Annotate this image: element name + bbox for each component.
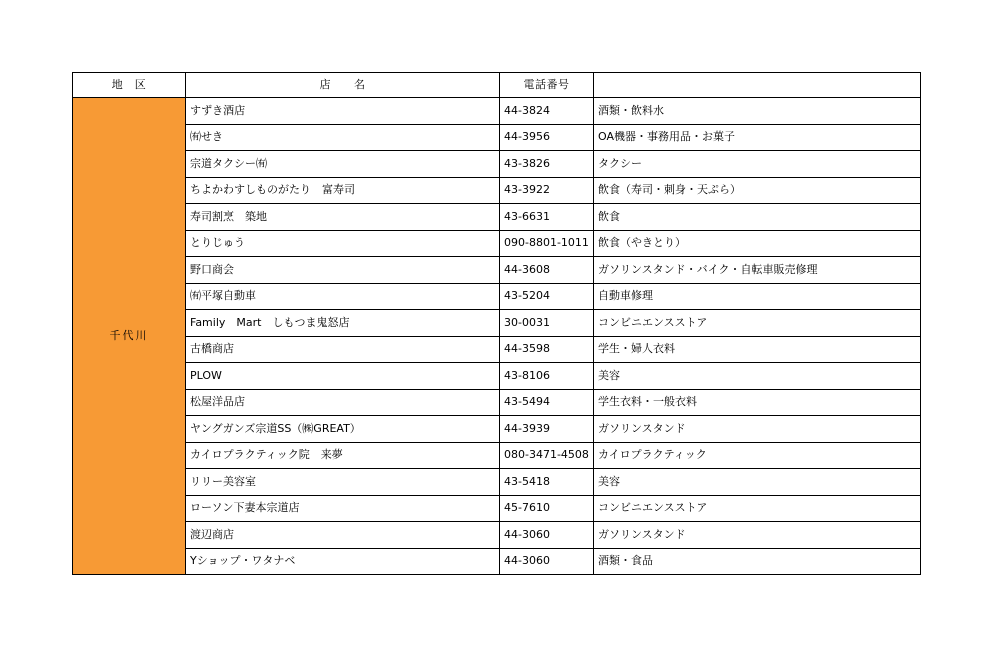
- phone-cell: 44-3956: [500, 124, 594, 151]
- category-cell: ガソリンスタンド: [594, 416, 921, 443]
- category-cell: 美容: [594, 469, 921, 496]
- table-row: [73, 416, 921, 443]
- shop-name-cell: ちよかわすしものがたり 富寿司: [186, 177, 500, 204]
- category-cell: ガソリンスタンド: [594, 522, 921, 549]
- shop-name-cell: 寿司割烹 築地: [186, 204, 500, 231]
- header-category: [594, 73, 921, 98]
- phone-cell: 43-5418: [500, 469, 594, 496]
- table-row: [73, 98, 921, 125]
- phone-cell: 44-3824: [500, 98, 594, 125]
- category-cell: コンビニエンスストア: [594, 310, 921, 337]
- table-row: [73, 548, 921, 575]
- table-row: [73, 442, 921, 469]
- shop-name-cell: 古橋商店: [186, 336, 500, 363]
- category-cell: コンビニエンスストア: [594, 495, 921, 522]
- category-cell: 酒類・食品: [594, 548, 921, 575]
- phone-cell: 43-5494: [500, 389, 594, 416]
- shop-name-cell: ㈲平塚自動車: [186, 283, 500, 310]
- phone-cell: 43-5204: [500, 283, 594, 310]
- table-row: [73, 469, 921, 496]
- district-cell: 千代川: [73, 98, 186, 575]
- table-row: [73, 495, 921, 522]
- category-cell: ガソリンスタンド・バイク・自転車販売修理: [594, 257, 921, 284]
- phone-cell: 45-7610: [500, 495, 594, 522]
- phone-cell: 43-3826: [500, 151, 594, 178]
- table-row: [73, 204, 921, 231]
- table-row: [73, 124, 921, 151]
- table-row: [73, 310, 921, 337]
- table-row: [73, 283, 921, 310]
- category-cell: 学生衣料・一般衣料: [594, 389, 921, 416]
- shop-name-cell: Yショップ・ワタナベ: [186, 548, 500, 575]
- table-row: [73, 177, 921, 204]
- category-cell: タクシー: [594, 151, 921, 178]
- phone-cell: 44-3060: [500, 522, 594, 549]
- category-cell: 美容: [594, 363, 921, 390]
- table-header: [73, 73, 921, 98]
- table-row: [73, 151, 921, 178]
- phone-cell: 080-3471-4508: [500, 442, 594, 469]
- header-district: 地 区: [73, 73, 186, 98]
- category-cell: 酒類・飲料水: [594, 98, 921, 125]
- phone-cell: 30-0031: [500, 310, 594, 337]
- shop-name-cell: ㈲せき: [186, 124, 500, 151]
- phone-cell: 44-3598: [500, 336, 594, 363]
- category-cell: 飲食（寿司・刺身・天ぷら）: [594, 177, 921, 204]
- shop-name-cell: PLOW: [186, 363, 500, 390]
- phone-cell: 43-3922: [500, 177, 594, 204]
- shop-name-cell: ローソン下妻本宗道店: [186, 495, 500, 522]
- shop-name-cell: カイロプラクティック院 来夢: [186, 442, 500, 469]
- phone-cell: 090-8801-1011: [500, 230, 594, 257]
- shop-name-cell: リリー美容室: [186, 469, 500, 496]
- shop-name-cell: すずき酒店: [186, 98, 500, 125]
- table-row: [73, 336, 921, 363]
- table-row: [73, 389, 921, 416]
- category-cell: カイロプラクティック: [594, 442, 921, 469]
- category-cell: 学生・婦人衣料: [594, 336, 921, 363]
- table-row: [73, 230, 921, 257]
- header-phone: 電話番号: [500, 73, 594, 98]
- table-row: [73, 363, 921, 390]
- header-shop-name: 店 名: [186, 73, 500, 98]
- category-cell: 飲食（やきとり）: [594, 230, 921, 257]
- shop-name-cell: 野口商会: [186, 257, 500, 284]
- category-cell: 飲食: [594, 204, 921, 231]
- phone-cell: 44-3939: [500, 416, 594, 443]
- shop-name-cell: 宗道タクシー㈲: [186, 151, 500, 178]
- table-body: [73, 98, 921, 575]
- shop-name-cell: とりじゅう: [186, 230, 500, 257]
- header-row: [73, 73, 921, 98]
- table-row: [73, 257, 921, 284]
- shop-name-cell: Family Mart しもつま鬼怒店: [186, 310, 500, 337]
- shop-name-cell: ヤングガンズ宗道SS（㈱GREAT）: [186, 416, 500, 443]
- category-cell: 自動車修理: [594, 283, 921, 310]
- phone-cell: 44-3060: [500, 548, 594, 575]
- shop-name-cell: 渡辺商店: [186, 522, 500, 549]
- shop-name-cell: 松屋洋品店: [186, 389, 500, 416]
- table-row: [73, 522, 921, 549]
- shop-directory-table: [72, 72, 921, 575]
- category-cell: OA機器・事務用品・お菓子: [594, 124, 921, 151]
- phone-cell: 43-6631: [500, 204, 594, 231]
- phone-cell: 43-8106: [500, 363, 594, 390]
- phone-cell: 44-3608: [500, 257, 594, 284]
